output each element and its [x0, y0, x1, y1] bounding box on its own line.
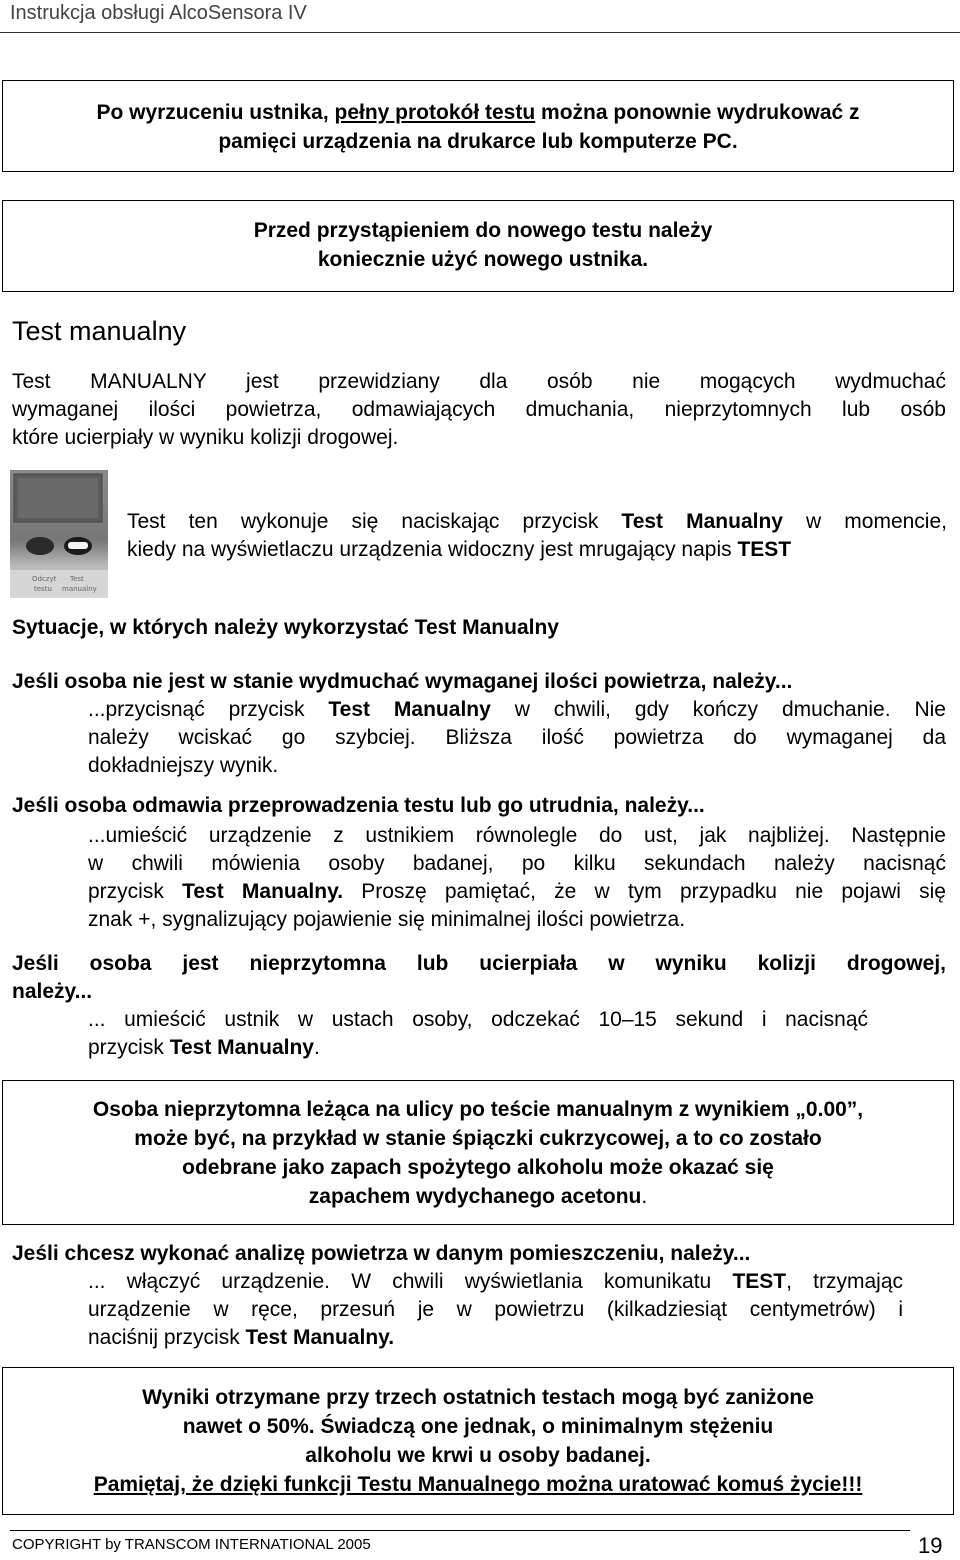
question-3: Jeśli osoba jest nieprzytomna lub ucierpiała w wyniku kolizji drogowej, należy... [12, 952, 946, 1003]
footer-divider [10, 1530, 910, 1531]
warning-box-results [2, 1367, 954, 1515]
situations-heading: Sytuacje, w których należy wykorzystać Test Manualny [12, 616, 559, 639]
section-title: Test manualny [12, 316, 187, 346]
answer-4: ... włączyć urządzenie. W chwili wyświetlania komunikatu TEST, trzymając urządzenie w ręce, przesuń je w powietrzu (kilkadziesiąt centymetrów) i naciśnij przycisk Test Manualny. [88, 1270, 903, 1349]
warning-box-results-line-1: Wyniki otrzymane przy trzech ostatnich testach mogą być zaniżone [142, 1386, 814, 1409]
header-divider [0, 32, 960, 33]
answer-2: ...umieścić urządzenie z ustnikiem równolegle do ust, jak najbliżej. Następnie w chwili mówienia osoby badanej, po kilku sekundach należy nacisnąć przycisk Test Manualny. Proszę pamiętać, że w tym przypadku nie pojawi się znak +, sygnalizujący pojawienie się minimalnej ilości powietrza. [88, 824, 946, 931]
info-box-printing-line-1: Po wyrzuceniu ustnika, pełny protokół testu można ponownie wydrukować z [96, 101, 860, 124]
warning-box-acetone [2, 1080, 954, 1225]
info-box-new-mouthpiece-line-2: koniecznie użyć nowego ustnika. [317, 248, 649, 271]
protocol-link-text: pełny protokół testu [334, 101, 536, 124]
question-2: Jeśli osoba odmawia przeprowadzenia testu lub go utrudnia, należy... [12, 794, 705, 817]
question-4: Jeśli chcesz wykonać analizę powietrza w danym pomieszczeniu, należy... [12, 1242, 751, 1265]
answer-3: ... umieścić ustnik w ustach osoby, odczekać 10–15 sekund i nacisnąć przycisk Test Manualny. [88, 1008, 868, 1059]
warning-box-results-line-4: Pamiętaj, że dzięki funkcji Testu Manualnego można uratować komuś życie!!! [93, 1473, 863, 1496]
warning-box-acetone-line-3: odebrane jako zapach spożytego alkoholu może okazać się [182, 1156, 774, 1179]
warning-box-acetone-line-1: Osoba nieprzytomna leżąca na ulicy po teście manualnym z wynikiem „0.00”, [92, 1098, 864, 1121]
device-label-left-2: testu [34, 585, 52, 593]
info-box-new-mouthpiece [2, 200, 954, 292]
device-label-right-1: Test [70, 575, 84, 583]
document-header-title: Instrukcja obsługi AlcoSensora IV [10, 2, 307, 24]
info-box-new-mouthpiece-line-1: Przed przystąpieniem do nowego testu należy [253, 219, 713, 242]
warning-box-results-line-2: nawet o 50%. Świadczą one jednak, o minimalnym stężeniu [182, 1415, 774, 1438]
device-label-left-1: Odczyt [32, 575, 57, 583]
info-box-printing-line-2: pamięci urządzenia na drukarce lub komputerze PC. [218, 130, 738, 153]
device-buttons-image [10, 470, 108, 598]
info-box-printing [2, 80, 954, 172]
page-number: 19 [918, 1533, 943, 1558]
warning-box-acetone-line-2: może być, na przykład w stanie śpiączki cukrzycowej, a to co zostało [134, 1127, 822, 1150]
answer-1: ...przycisnąć przycisk Test Manualny w chwili, gdy kończy dmuchanie. Nie należy wciskać go szybciej. Bliższa ilość powietrza do wymaganej da dokładniejszy wynik. [88, 698, 946, 777]
device-description: Test ten wykonuje się naciskając przycisk Test Manualny w momencie, kiedy na wyświetlaczu urządzenia widoczny jest mrugający napis TEST [127, 510, 947, 561]
footer-copyright: COPYRIGHT by TRANSCOM INTERNATIONAL 2005 [12, 1536, 371, 1553]
question-1: Jeśli osoba nie jest w stanie wydmuchać wymaganej ilości powietrza, należy... [12, 670, 793, 693]
intro-paragraph: Test MANUALNY jest przewidziany dla osób nie mogących wydmuchać wymaganej ilości powietrza, odmawiających dmuchania, nieprzytomnych lub osób które ucierpiały w wyniku kolizji drogowej. [12, 370, 946, 449]
warning-box-acetone-line-4: zapachem wydychanego acetonu. [308, 1185, 648, 1208]
device-label-right-2: manualny [62, 585, 97, 593]
warning-box-results-line-3: alkoholu we krwi u osoby badanej. [305, 1444, 651, 1467]
